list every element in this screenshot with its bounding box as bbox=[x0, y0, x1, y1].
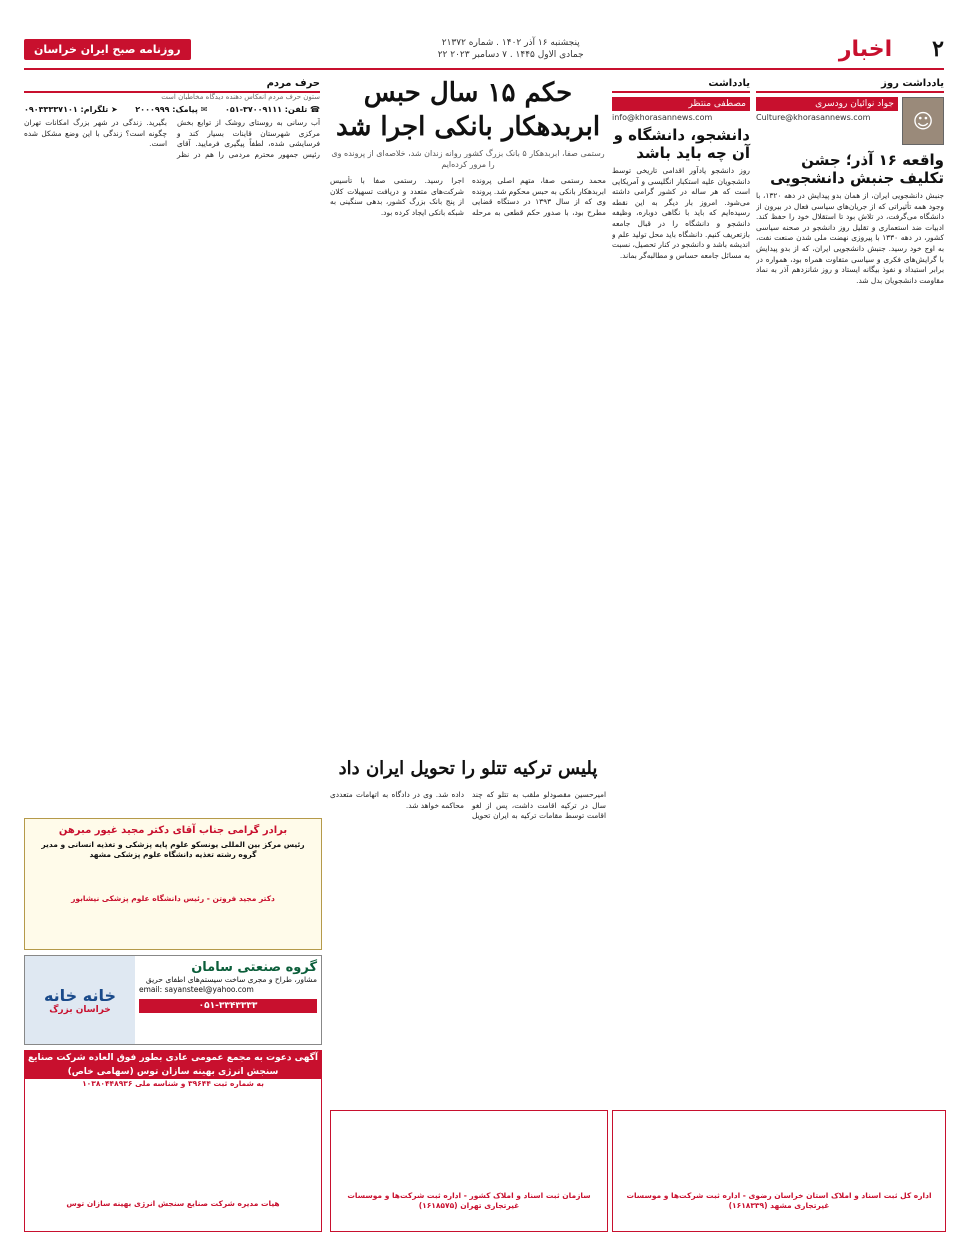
column-kicker: یادداشت bbox=[612, 76, 750, 93]
phone-contact[interactable] bbox=[225, 105, 320, 114]
main-lede: رستمی صفا، ابربدهکار ۵ بانک بزرگ کشور روانه زندان شد، خلاصه‌ای از پرونده وی را مرور کرده‌ایم bbox=[331, 149, 605, 169]
saman-title: گروه صنعتی سامان bbox=[191, 960, 317, 975]
notice-meeting-title: آگهی دعوت به مجمع عمومی عادی بطور فوق العاده شرکت صنایع bbox=[25, 1051, 321, 1065]
telegram-icon: ➤ bbox=[111, 105, 118, 114]
phone-icon: ☎ bbox=[310, 105, 320, 114]
main-headline-line-1: حکم ۱۵ سال حبس bbox=[363, 78, 573, 108]
telegram-contact[interactable] bbox=[24, 105, 118, 114]
notice-mashhad bbox=[612, 1110, 946, 1232]
section-name: اخبار bbox=[838, 36, 893, 62]
column-subtitle: ستون حرف مردم انعکاس دهنده دیدگاه مخاطبان است bbox=[161, 93, 320, 101]
author-email[interactable]: info@khorasannews.com bbox=[612, 113, 713, 122]
author-photo: ☺ bbox=[902, 97, 944, 145]
date-line-2: ۲۲ جمادی الاول ۱۴۴۵ . ۷ دسامبر ۲۰۲۳ bbox=[437, 50, 584, 60]
column-kicker: یادداشت روز bbox=[756, 76, 944, 93]
saman-email[interactable]: email: sayansteel@yahoo.com bbox=[139, 985, 254, 994]
main-body: محمد رستمی صفا، متهم اصلی پرونده ابربدهکار بانکی به حبس محکوم شد. پرونده وی که از سال ۱۳۹۳ در دستگاه قضایی مطرح بود، با صدور حکم قطعی به مرحله اجرا رسید. رستمی صفا با تأسیس شرکت‌های متعدد و دریافت تسهیلات کلان از پنج بانک بزرگ کشور، بدهی سنگینی به شبکه بانکی ایجاد کرده بود. bbox=[330, 176, 606, 217]
housing-logo: خانه خانه bbox=[43, 985, 117, 1005]
sub-headline: پلیس ترکیه تتلو را تحویل ایران داد bbox=[338, 758, 598, 779]
sms-text: پیامک: ۲۰۰۰۹۹۹ bbox=[135, 105, 198, 114]
notice-tehran-sign: سازمان ثبت اسناد و املاک کشور - اداره ثبت شرکت‌ها و موسسات غیرتجاری تهران (۱۶۱۸۵۷۵) bbox=[347, 1191, 591, 1210]
date-block bbox=[438, 37, 584, 61]
sms-icon: ✉ bbox=[200, 105, 208, 114]
thanks-ad-title: برادر گرامی جناب آقای دکتر مجید غیور مبرهن bbox=[58, 825, 288, 836]
telegram-text: تلگرام: ۰۹۰۳۳۳۳۷۱۰۱ bbox=[24, 105, 109, 114]
author-block bbox=[756, 97, 944, 145]
saman-body: مشاور، طراح و مجری ساخت سیستم‌های اطفای حریق bbox=[145, 975, 317, 984]
main-story bbox=[330, 76, 606, 920]
housing-sub: خراسان بزرگ bbox=[49, 1004, 111, 1015]
main-headline-line-2: ابربدهکار بانکی اجرا شد bbox=[335, 112, 601, 142]
column-readers bbox=[24, 76, 320, 778]
column-editorial bbox=[756, 76, 944, 1211]
notice-meeting bbox=[24, 1050, 322, 1232]
article-body: روز دانشجو یادآور اقدامی تاریخی توسط دانشجویان علیه استکبار انگلیسی و آمریکایی است که هر ساله در کشور گرامی داشته می‌شود. امروز بار دیگر به این نقطه رسیده‌ایم که باید با نگاهی دوباره، وظیفه دانشجو و دانشگاه را در قبال جامعه بازتعریف کنیم. دانشگاه باید محل تولید علم و اندیشه باشد و دانشجو در کنار تحصیل، نسبت به مسائل جامعه حساس و مطالبه‌گر بماند. bbox=[612, 166, 750, 260]
thanks-ad bbox=[24, 818, 322, 950]
article-headline: دانشجو، دانشگاه و آن چه باید باشد bbox=[613, 126, 750, 162]
notice-meeting-sign: هیات مدیره شرکت صنایع سنجش انرژی بهینه سازان توس bbox=[66, 1199, 280, 1208]
housing-ad bbox=[25, 956, 135, 1044]
readers-body: آب رسانی به روستای روشک از توابع بخش مرکزی شهرستان قاینات بسیار کند و فرسایشی شده، لطفاً پیگیری فرمایید. آقای رئیس جمهور محترم مردمی را هم در نظر بگیرید. زندگی در شهر بزرگ امکانات تهران چگونه است؟ زندگی با این وضع مشکل شده است. bbox=[24, 118, 320, 159]
brand-logo: روزنامه صبح ایران خراسان bbox=[24, 39, 191, 60]
notice-meeting-company: سنجش انرژی بهینه سازان توس (سهامی خاص) bbox=[25, 1065, 321, 1079]
section-header bbox=[831, 36, 944, 62]
sms-contact[interactable] bbox=[135, 105, 207, 114]
phone-text: تلفن: ۳۷۰۰۹۱۱۱-۰۵۱ bbox=[224, 105, 308, 114]
article-body: جنبش دانشجویی ایران، از همان بدو پیدایش در دهه ۱۳۲۰، با وجود همه تأثیراتی که از جریان‌های سیاسی فعال در بیرون از دانشگاه می‌گرفت، در تلاش بود تا استقلال خود را حفظ کند. ادبیات ضد استعماری و تقلیل روز دانشجو در صحنه سیاسی کشور، در دهه ۱۳۳۰ با پیروزی نهضت ملی شدن صنعت نفت، به اوج خود رسید. جنبش دانشجویی ایران، که از بدو پیدایش با گرایش‌های فکری و سیاسی متفاوت همراه بود، همواره در برابر استبداد و نفوذ بیگانه ایستاد و روز شانزدهم آذر به نماد مقاومت دانشجویان بدل شد. bbox=[756, 191, 944, 285]
masthead-rule bbox=[24, 68, 944, 70]
sub-body: امیرحسین مقصودلو ملقب به تتلو که چند سال در ترکیه اقامت داشت، پس از لغو اقامت توسط مقامات ترکیه به ایران تحویل داده شد. وی در دادگاه به اتهامات متعددی محاکمه خواهد شد. bbox=[330, 790, 606, 821]
column-title: حرف مردم bbox=[24, 76, 320, 93]
notice-mashhad-sign: اداره کل ثبت اسناد و املاک استان خراسان رضوی - اداره ثبت شرکت‌ها و موسسات غیرتجاری مشهد (۱۶۱۸۳۳۹) bbox=[626, 1191, 932, 1210]
contact-bar bbox=[24, 105, 320, 114]
column-note bbox=[612, 76, 750, 776]
notice-tehran bbox=[330, 1110, 608, 1232]
author-name: جواد نوائیان رودسری bbox=[756, 97, 898, 111]
thanks-ad-sign: دکتر مجید فروتن - رئیس دانشگاه علوم پزشکی نیشابور bbox=[71, 894, 275, 903]
page-number: ۲ bbox=[932, 36, 944, 62]
date-line-1: پنجشنبه ۱۶ آذر ۱۴۰۲ . شماره ۲۱۳۷۲ bbox=[441, 38, 580, 48]
masthead bbox=[24, 34, 944, 64]
notice-meeting-reg: به شماره ثبت ۳۹۶۴۴ و شناسه ملی ۱۰۳۸۰۴۴۸۹۳۶ bbox=[82, 1079, 264, 1088]
thanks-ad-body: رئیس مرکز بین المللی یونسکو علوم پایه پزشکی و تغذیه انسانی و مدیر گروه رشته تغذیه دانشگاه علوم پزشکی مشهد bbox=[41, 840, 305, 859]
author-email[interactable]: Culture@khorasannews.com bbox=[756, 113, 871, 122]
saman-ad bbox=[24, 955, 322, 1045]
article-headline: واقعه ۱۶ آذر؛ جشن تکلیف جنبش دانشجویی bbox=[770, 151, 944, 187]
author-name: مصطفی منتظر bbox=[612, 97, 750, 111]
brand-area bbox=[24, 39, 191, 60]
saman-phone: ۰۵۱-۳۳۴۳۳۳۳ bbox=[139, 999, 317, 1013]
